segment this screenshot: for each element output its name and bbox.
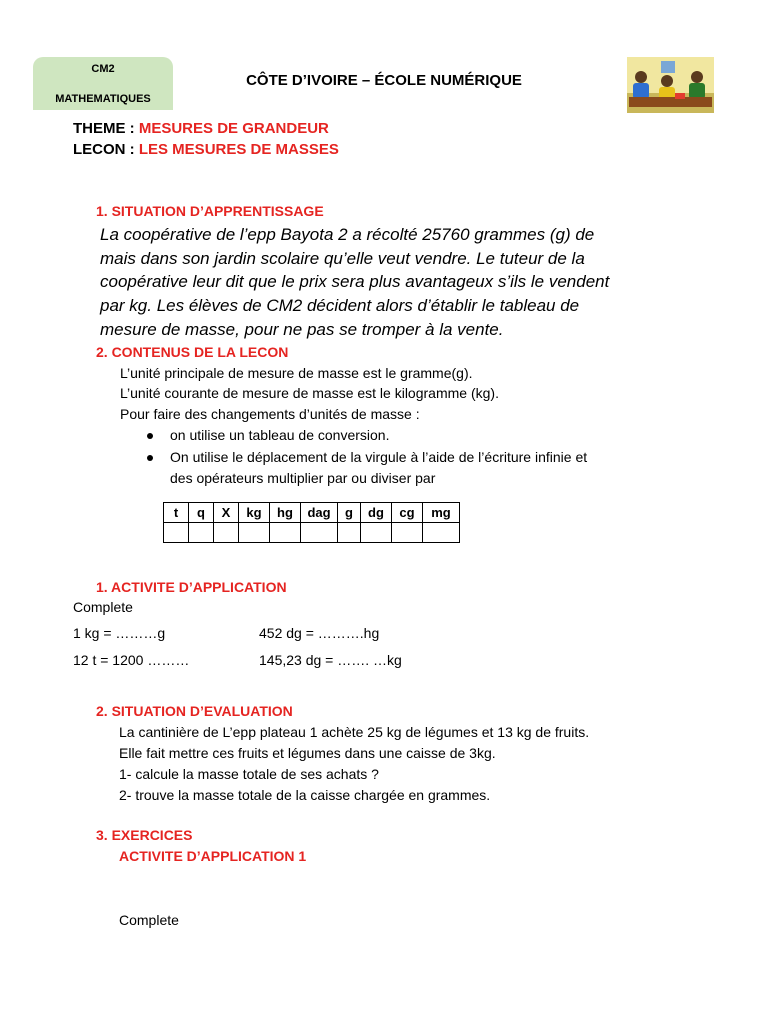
bullet-icon	[147, 455, 153, 461]
exercise-instruction: Complete	[119, 912, 179, 928]
bullet-icon	[147, 433, 153, 439]
theme-label: THEME :	[73, 120, 135, 137]
table-header-cell: X	[214, 503, 239, 523]
activity-instruction: Complete	[73, 599, 133, 615]
content-line: Pour faire des changements d’unités de masse :	[120, 406, 420, 422]
lecon-line	[73, 141, 339, 158]
evaluation-line: Elle fait mettre ces fruits et légumes dans une caisse de 3kg.	[119, 745, 496, 761]
table-cell	[301, 523, 338, 543]
table-cell	[214, 523, 239, 543]
section-heading-activite: 1. ACTIVITE D’APPLICATION	[96, 579, 287, 595]
section-heading-evaluation: 2. SITUATION D’EVALUATION	[96, 703, 293, 719]
exercise-item: 12 t = 1200 ………	[73, 652, 190, 668]
table-cell	[338, 523, 361, 543]
situation-paragraph	[100, 223, 675, 342]
table-cell	[361, 523, 392, 543]
paragraph-line: par kg. Les élèves de CM2 décident alors d’établir le tableau de	[100, 296, 580, 316]
content-line: L’unité courante de mesure de masse est le kilogramme (kg).	[120, 385, 499, 401]
evaluation-question: 2- trouve la masse totale de la caisse chargée en grammes.	[119, 787, 491, 803]
paragraph-line: La coopérative de l’epp Bayota 2 a récolté 25760 grammes (g) de	[100, 225, 595, 244]
section-heading-apprentissage: 1. SITUATION D’APPRENTISSAGE	[96, 203, 324, 219]
table-header-cell: kg	[239, 503, 270, 523]
table-header-cell: cg	[392, 503, 423, 523]
table-header-row	[164, 503, 460, 523]
paragraph-line: mesure de masse, pour ne pas se tromper à la vente.	[100, 319, 504, 339]
badge-level: CM2	[91, 63, 115, 75]
exercise-item: 1 kg = ………g	[73, 625, 166, 641]
table-cell	[239, 523, 270, 543]
conversion-table	[163, 502, 460, 543]
badge-subject: MATHEMATIQUES	[55, 93, 151, 105]
lecon-value: LES MESURES DE MASSES	[138, 141, 339, 158]
evaluation-question: 1- calcule la masse totale de ses achats ?	[119, 766, 379, 782]
exercise-item: 145,23 dg = ……. …kg	[259, 652, 402, 668]
children-at-table-illustration	[627, 57, 714, 113]
paragraph-line: mais dans son jardin scolaire qu’elle veut vendre. Le tuteur de la	[100, 248, 585, 268]
table-cell	[164, 523, 189, 543]
table-header-cell: dag	[301, 503, 338, 523]
bullet-text-continued: des opérateurs multiplier par ou diviser par	[170, 470, 436, 486]
page-title: CÔTE D’IVOIRE – ÉCOLE NUMÉRIQUE	[246, 72, 522, 89]
content-line: L’unité principale de mesure de masse est le gramme(g).	[120, 365, 473, 381]
theme-value: MESURES DE GRANDEUR	[138, 120, 329, 137]
table-cell	[392, 523, 423, 543]
table-empty-row	[164, 523, 460, 543]
table-header-cell: q	[189, 503, 214, 523]
section-heading-contenus: 2. CONTENUS DE LA LECON	[96, 344, 289, 360]
paragraph-line: coopérative leur dit que le prix sera plus avantageux s’ils le vendent	[100, 272, 610, 292]
evaluation-line: La cantinière de L’epp plateau 1 achète 25 kg de légumes et 13 kg de fruits.	[119, 724, 590, 740]
bullet-text: On utilise le déplacement de la virgule à l’aide de l’écriture infinie et	[170, 449, 588, 465]
table-header-cell: hg	[270, 503, 301, 523]
table-cell	[423, 523, 460, 543]
section-heading-exercices: 3. EXERCICES	[96, 827, 193, 843]
theme-line	[73, 120, 329, 137]
exercise-subheading: ACTIVITE D’APPLICATION 1	[119, 848, 307, 864]
exercise-item: 452 dg = ……….hg	[259, 625, 380, 641]
table-header-cell: dg	[361, 503, 392, 523]
lecon-label: LECON :	[73, 141, 135, 158]
table-header-cell: t	[164, 503, 189, 523]
table-header-cell: g	[338, 503, 361, 523]
table-header-cell: mg	[423, 503, 460, 523]
table-cell	[270, 523, 301, 543]
table-cell	[189, 523, 214, 543]
bullet-text: on utilise un tableau de conversion.	[170, 427, 390, 443]
